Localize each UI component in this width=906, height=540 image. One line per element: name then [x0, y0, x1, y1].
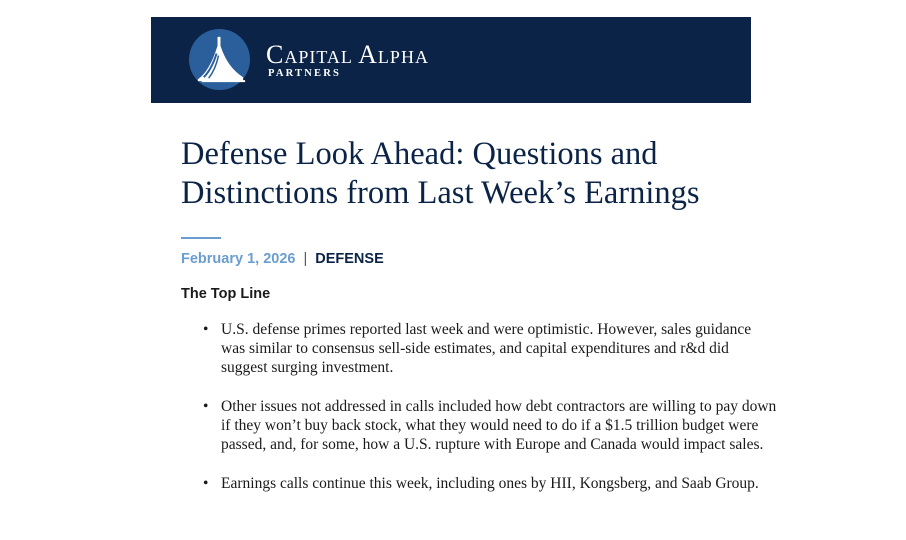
bullet-icon: •	[203, 321, 209, 338]
bullet-icon: •	[203, 475, 209, 492]
header-banner	[151, 17, 751, 103]
brand-name	[266, 42, 429, 68]
accent-rule	[181, 237, 221, 239]
article-title	[181, 135, 781, 213]
brand-subtitle: PARTNERS	[268, 68, 342, 79]
bullet-list	[203, 320, 778, 513]
section-heading: The Top Line	[181, 286, 271, 302]
list-item	[203, 320, 778, 377]
publish-date: February 1, 2026	[181, 251, 296, 267]
article-meta	[181, 250, 384, 268]
title-line-2: Distinctions from Last Week’s Earnings	[181, 175, 700, 211]
bullet-text: U.S. defense primes reported last week and were optimistic. However, sales guidance was similar to consensus sell-side estimates, and capital expenditures and r&d did suggest surging investment.	[221, 321, 752, 376]
title-line-1: Defense Look Ahead: Questions and	[181, 136, 658, 172]
list-item	[203, 397, 778, 454]
bullet-text: Earnings calls continue this week, including ones by HII, Kongsberg, and Saab Group.	[221, 475, 759, 492]
brand-name-second: Alpha	[358, 40, 429, 69]
brand-name-first: Capital	[266, 40, 353, 69]
capitol-dome-icon	[188, 28, 251, 91]
list-item	[203, 474, 778, 493]
category-link[interactable]: DEFENSE	[315, 251, 384, 267]
bullet-text: Other issues not addressed in calls included how debt contractors are willing to pay down if they won’t buy back stock, what they would need to do if a $1.5 trillion budget were passed, and, for some, how a U.S. rupture with Europe and Canada would impact sales.	[221, 398, 777, 453]
bullet-icon: •	[203, 398, 209, 415]
meta-separator: |	[303, 251, 308, 267]
